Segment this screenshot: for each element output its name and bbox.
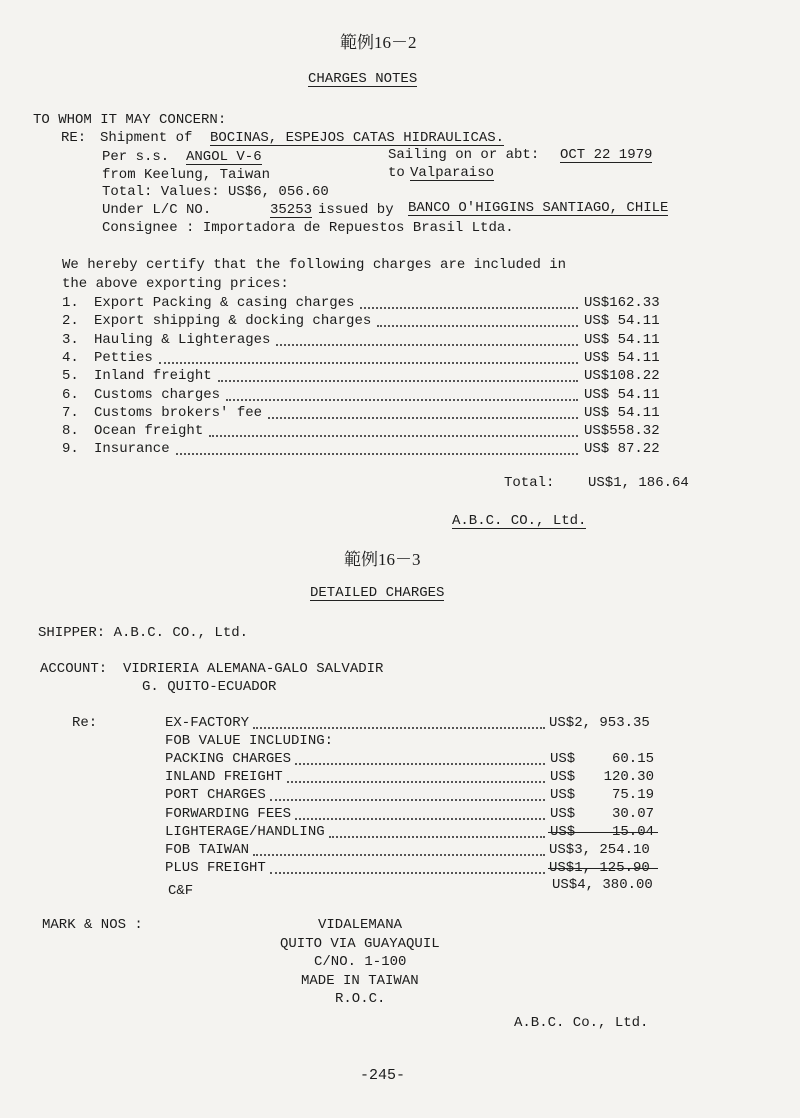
detail-amount: 120.30 [603, 769, 654, 785]
fob-item-row [0, 752, 800, 770]
charge-amount: US$ 54.11 [584, 350, 660, 366]
leader-dots [159, 362, 578, 364]
account-label: ACCOUNT: [40, 661, 108, 677]
destination-port: Valparaiso [410, 165, 495, 181]
detailed-charges-title: DETAILED CHARGES [310, 585, 445, 601]
sailing-prefix: Sailing on or abt: [388, 147, 540, 163]
charge-description: Export Packing & casing charges [94, 295, 355, 311]
leader-dots [270, 799, 545, 801]
account-line-2: G. QUITO-ECUADOR [142, 679, 277, 695]
charge-number: 5. [62, 368, 79, 384]
certify-line-2: the above exporting prices: [62, 276, 289, 292]
plus-freight-row [0, 861, 800, 879]
leader-dots [176, 453, 578, 455]
detail-amount: 15.04 [611, 824, 654, 840]
leader-dots [287, 781, 545, 783]
signature-16-3: A.B.C. Co., Ltd. [514, 1015, 649, 1031]
issued-by-prefix: issued by [318, 202, 394, 218]
detail-amount: US$3, 254.10 [549, 842, 650, 858]
page-number: -245- [360, 1067, 406, 1084]
charge-description: Insurance [94, 441, 170, 457]
shipment-prefix: Shipment of [100, 130, 193, 146]
detail-amount: 30.07 [611, 806, 654, 822]
leader-dots [329, 836, 545, 838]
total-amount: US$1, 186.64 [588, 475, 689, 491]
charge-amount: US$ 54.11 [584, 332, 660, 348]
signature-16-2: A.B.C. CO., Ltd. [452, 513, 587, 529]
lc-prefix: Under L/C NO. [102, 202, 212, 218]
charge-number: 9. [62, 441, 79, 457]
detail-currency: US$ [550, 806, 576, 822]
fob-item-row [0, 825, 800, 843]
detail-currency: US$ [550, 787, 576, 803]
detail-description: PLUS FREIGHT [165, 860, 266, 876]
subtotal-underline [548, 832, 658, 833]
shipping-mark-line: R.O.C. [335, 991, 386, 1007]
leader-dots [226, 399, 578, 401]
fob-item-row [0, 807, 800, 825]
issuing-bank: BANCO O'HIGGINS SANTIAGO, CHILE [408, 200, 669, 216]
charge-description: Export shipping & docking charges [94, 313, 372, 329]
charges-notes-title: CHARGES NOTES [308, 71, 418, 87]
charge-number: 1. [62, 295, 79, 311]
from-port: from Keelung, Taiwan [102, 167, 271, 183]
detail-currency: US$ [550, 824, 576, 840]
detail-amount: US$1, 125.90 [549, 860, 650, 876]
charge-amount: US$558.32 [584, 423, 660, 439]
detail-description: PACKING CHARGES [165, 751, 292, 767]
detail-description: FORWARDING FEES [165, 806, 292, 822]
detail-description: PORT CHARGES [165, 787, 266, 803]
consignee: Consignee : Importadora de Repuestos Brasil Ltda. [102, 220, 514, 236]
charge-amount: US$162.33 [584, 295, 660, 311]
charge-amount: US$ 54.11 [584, 405, 660, 421]
re-label-16-3: Re: [72, 715, 98, 731]
detail-amount: 75.19 [611, 787, 654, 803]
ex-factory-row [0, 716, 800, 734]
goods-description: BOCINAS, ESPEJOS CATAS HIDRAULICAS. [210, 130, 505, 146]
leader-dots [295, 763, 545, 765]
detail-description: LIGHTERAGE/HANDLING [165, 824, 325, 840]
certify-line-1: We hereby certify that the following charges are included in [62, 257, 567, 273]
leader-dots [253, 854, 545, 856]
fob-taiwan-row [0, 843, 800, 861]
charge-number: 7. [62, 405, 79, 421]
leader-dots [276, 344, 578, 346]
charge-row [0, 351, 800, 369]
charge-row [0, 442, 800, 460]
fob-including: FOB VALUE INCLUDING: [165, 733, 334, 749]
charge-row [0, 314, 800, 332]
example-label-16-2: 範例16－2 [340, 33, 417, 52]
charge-row [0, 369, 800, 387]
to-prefix: to [388, 165, 405, 181]
shipping-mark-line: MADE IN TAIWAN [301, 973, 419, 989]
fob-item-row [0, 788, 800, 806]
cf-amount: US$4, 380.00 [552, 877, 653, 893]
leader-dots [360, 307, 578, 309]
vessel-prefix: Per s.s. [102, 149, 170, 165]
shipper: SHIPPER: A.B.C. CO., Ltd. [38, 625, 249, 641]
charge-description: Ocean freight [94, 423, 204, 439]
charge-description: Customs brokers' fee [94, 405, 263, 421]
charge-amount: US$ 54.11 [584, 387, 660, 403]
total-values: Total: Values: US$6, 056.60 [102, 184, 329, 200]
charge-description: Hauling & Lighterages [94, 332, 271, 348]
leader-dots [268, 417, 578, 419]
detail-currency: US$ [550, 769, 576, 785]
vessel-name: ANGOL V-6 [186, 149, 262, 165]
leader-dots [270, 872, 545, 874]
leader-dots [209, 435, 578, 437]
cf-label: C&F [168, 883, 194, 899]
detail-description: EX-FACTORY [165, 715, 250, 731]
charge-amount: US$ 87.22 [584, 441, 660, 457]
charge-amount: US$ 54.11 [584, 313, 660, 329]
charge-number: 3. [62, 332, 79, 348]
leader-dots [253, 727, 545, 729]
shipping-mark-line: C/NO. 1-100 [314, 954, 407, 970]
fob-item-row [0, 770, 800, 788]
charge-number: 2. [62, 313, 79, 329]
detail-amount: 60.15 [611, 751, 654, 767]
salutation: TO WHOM IT MAY CONCERN: [33, 112, 227, 128]
charge-description: Customs charges [94, 387, 221, 403]
example-label-16-3: 範例16－3 [344, 550, 421, 569]
charge-amount: US$108.22 [584, 368, 660, 384]
sailing-date: OCT 22 1979 [560, 147, 653, 163]
charge-row [0, 333, 800, 351]
charge-description: Inland freight [94, 368, 212, 384]
charge-number: 8. [62, 423, 79, 439]
charge-row [0, 424, 800, 442]
charge-row [0, 388, 800, 406]
charge-number: 4. [62, 350, 79, 366]
total-label: Total: [504, 475, 555, 491]
charge-description: Petties [94, 350, 153, 366]
charge-row [0, 406, 800, 424]
charge-number: 6. [62, 387, 79, 403]
charge-row [0, 296, 800, 314]
account-line-1: VIDRIERIA ALEMANA-GALO SALVADIR [123, 661, 384, 677]
shipping-mark-line: VIDALEMANA [318, 917, 403, 933]
marks-label: MARK & NOS : [42, 917, 143, 933]
lc-number: 35253 [270, 202, 313, 218]
leader-dots [218, 380, 578, 382]
detail-description: INLAND FREIGHT [165, 769, 283, 785]
detail-amount: US$2, 953.35 [549, 715, 650, 731]
detail-description: FOB TAIWAN [165, 842, 250, 858]
leader-dots [295, 818, 545, 820]
leader-dots [377, 325, 578, 327]
detail-currency: US$ [550, 751, 576, 767]
shipping-mark-line: QUITO VIA GUAYAQUIL [280, 936, 440, 952]
freight-underline [548, 868, 658, 869]
re-label: RE: [61, 130, 87, 146]
